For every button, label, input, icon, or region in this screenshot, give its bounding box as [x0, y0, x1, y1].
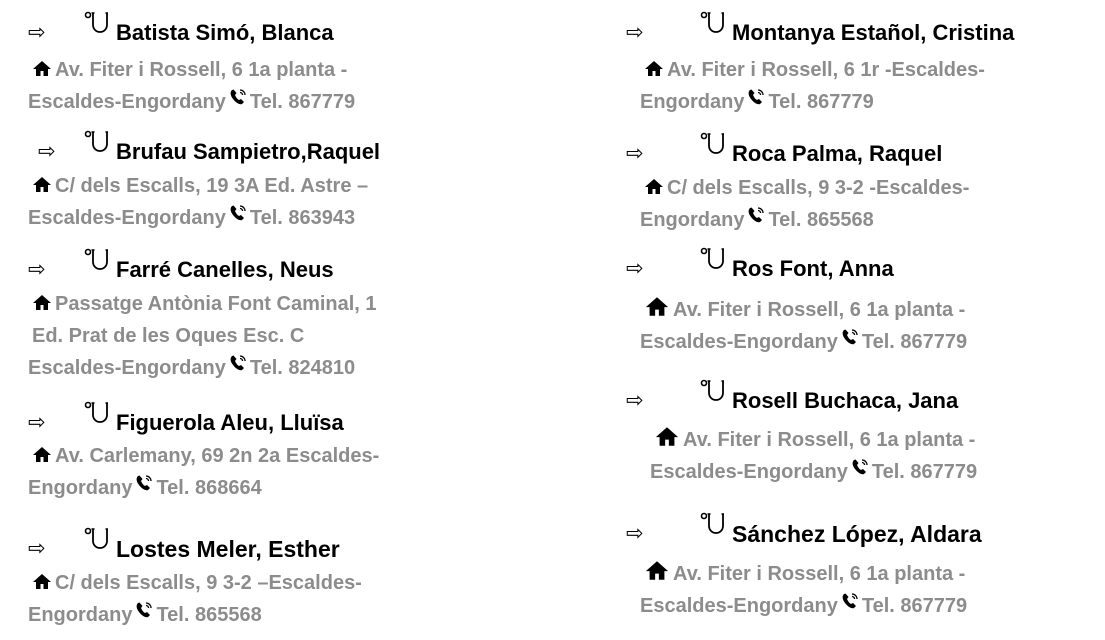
doctor-name: Farré Canelles, Neus	[116, 257, 334, 282]
doctor-name: Rosell Buchaca, Jana	[732, 388, 959, 413]
telephone-icon	[229, 204, 248, 222]
phone-number: Tel. 867779	[768, 91, 874, 113]
stethoscope-icon	[698, 132, 724, 160]
house-icon	[644, 296, 670, 317]
address: C/ dels Escalls, 9 3-2 -Escaldes- Engordany Tel. 865568	[640, 177, 970, 231]
telephone-icon	[229, 88, 248, 106]
stethoscope-icon	[698, 379, 724, 407]
phone-number: Tel. 863943	[249, 207, 356, 229]
phone-number: Tel. 867779	[861, 331, 968, 353]
arrow-right-icon: ⇨	[28, 258, 46, 281]
address: Av. Carlemany, 69 2n 2a Escaldes- Engordany Tel. 868664	[28, 445, 380, 499]
arrow-right-icon: ⇨	[38, 140, 56, 163]
phone-number: Tel. 865568	[768, 209, 874, 231]
arrow-right-icon: ⇨	[28, 537, 46, 560]
stethoscope-icon	[82, 130, 108, 158]
phone-number: Tel. 868664	[156, 477, 262, 499]
doctor-name: Sánchez López, Aldara	[732, 521, 982, 547]
doctor-name: Roca Palma, Raquel	[732, 141, 943, 166]
address: C/ dels Escalls, 19 3A Ed. Astre – Escaldes-Engordany Tel. 863943	[28, 175, 369, 229]
telephone-icon	[747, 206, 766, 224]
stethoscope-icon	[82, 11, 108, 39]
telephone-icon	[135, 601, 154, 619]
phone-number: Tel. 867779	[861, 595, 968, 617]
house-icon	[644, 178, 664, 195]
telephone-icon	[841, 328, 860, 346]
house-icon	[32, 60, 52, 77]
house-icon	[32, 294, 52, 311]
telephone-icon	[135, 474, 154, 492]
stethoscope-icon	[82, 401, 108, 429]
address: Passatge Antònia Font Caminal, 1 Ed. Prat de les Oques Esc. C Escaldes-Engordany Tel. 824810	[28, 293, 377, 379]
arrow-right-icon: ⇨	[626, 522, 644, 545]
address: Av. Fiter i Rossell, 6 1r -Escaldes- Engordany Tel. 867779	[640, 59, 985, 113]
arrow-right-icon: ⇨	[626, 142, 644, 165]
stethoscope-icon	[698, 512, 724, 540]
phone-number: Tel. 865568	[156, 604, 262, 626]
arrow-right-icon: ⇨	[626, 389, 644, 412]
phone-number: Tel. 867779	[871, 461, 978, 483]
house-icon	[32, 573, 52, 590]
telephone-icon	[747, 88, 766, 106]
house-icon	[32, 446, 52, 463]
telephone-icon	[229, 354, 248, 372]
phone-number: Tel. 824810	[249, 357, 356, 379]
stethoscope-icon	[82, 248, 108, 276]
address: C/ dels Escalls, 9 3-2 –Escaldes- Engordany Tel. 865568	[28, 572, 362, 626]
doctor-name: Brufau Sampietro,Raquel	[116, 139, 381, 164]
doctor-name: Montanya Estañol, Cristina	[732, 20, 1015, 45]
telephone-icon	[841, 592, 860, 610]
house-icon	[32, 176, 52, 193]
arrow-right-icon: ⇨	[28, 411, 46, 434]
doctor-name: Figuerola Aleu, Lluïsa	[116, 410, 344, 435]
house-icon	[654, 426, 680, 447]
doctor-name: Ros Font, Anna	[732, 256, 894, 281]
arrow-right-icon: ⇨	[626, 257, 644, 280]
phone-number: Tel. 867779	[249, 91, 356, 113]
telephone-icon	[851, 458, 870, 476]
address: Av. Fiter i Rossell, 6 1a planta - Escaldes-Engordany Tel. 867779	[28, 59, 356, 113]
address: Av. Fiter i Rossell, 6 1a planta - Escaldes-Engordany Tel. 867779	[644, 294, 1105, 358]
house-icon	[644, 560, 670, 581]
stethoscope-icon	[698, 247, 724, 275]
arrow-right-icon: ⇨	[28, 21, 46, 44]
doctor-name: Batista Simó, Blanca	[116, 20, 334, 45]
arrow-right-icon: ⇨	[626, 21, 644, 44]
address: Av. Fiter i Rossell, 6 1a planta - Escaldes-Engordany Tel. 867779	[644, 558, 1105, 622]
house-icon	[644, 60, 664, 77]
stethoscope-icon	[698, 11, 724, 39]
stethoscope-icon	[82, 527, 108, 555]
doctor-name: Lostes Meler, Esther	[116, 536, 340, 562]
address: Av. Fiter i Rossell, 6 1a planta - Escaldes-Engordany Tel. 867779	[654, 424, 1105, 488]
